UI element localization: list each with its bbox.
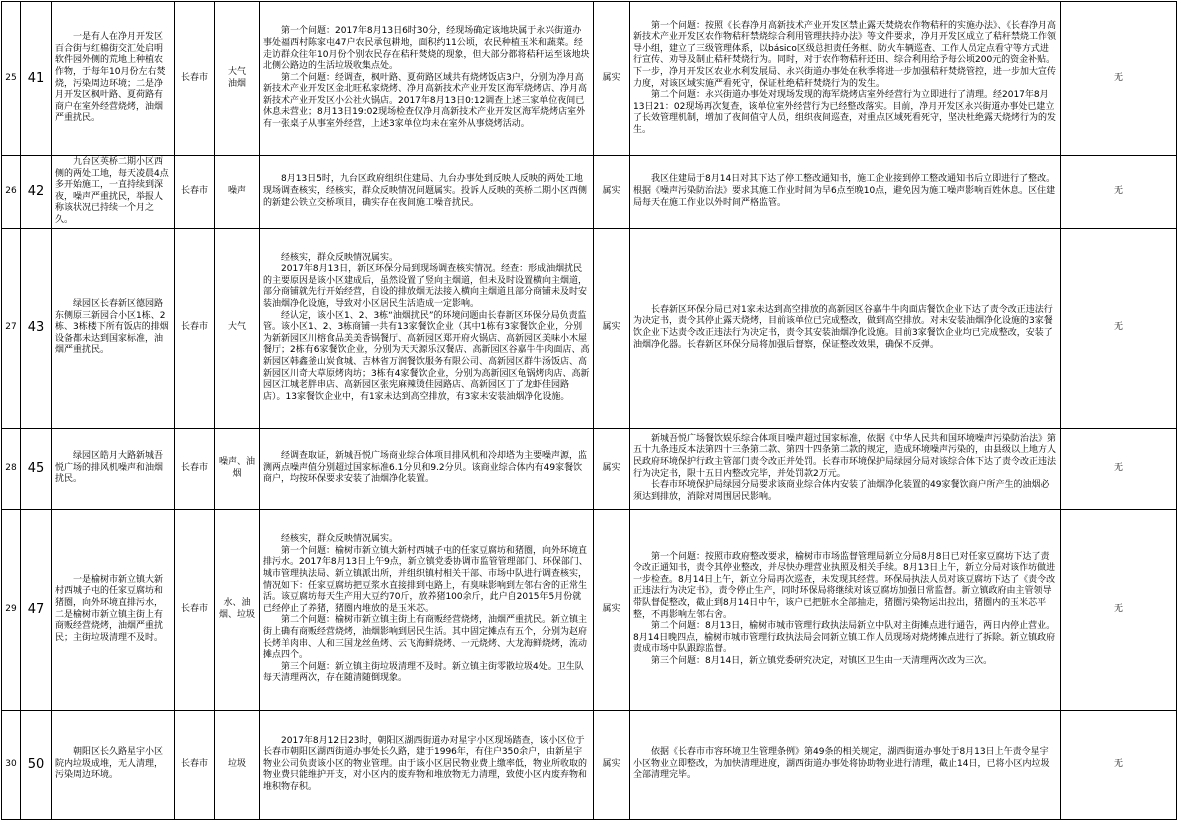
verdict-cell: 属实 (594, 428, 630, 509)
table-row (2, 509, 1177, 710)
handling-paragraph: 长春新区环保分局已对1家未达到高空排放的高新园区谷嘉牛牛肉面店餐饮企业下达了责令改正违法行为决定书，责令其停止露天烧烤，目前该单位已完成整改，做到高空排放。对未安装油烟净化设施的3家餐饮企业下达责令改正违法行为决定书，责令其安装油烟净化设施。目前3家餐饮企业均已完成整改，安装了油烟净化器。长春新区环保分局将加强后督察，保证整改效果，确保不反弹。 (633, 304, 1053, 350)
seq-cell: 27 (2, 228, 21, 428)
table-row (2, 228, 1177, 428)
type-cell: 水、油烟、垃圾 (215, 509, 260, 710)
findings-cell (260, 509, 594, 710)
verdict-cell: 属实 (594, 2, 630, 156)
city-cell: 长春市 (175, 509, 215, 710)
findings-paragraph: 第一个问题：榆树市新立镇大新村西城子屯的任家豆腐坊和猪圈，向外环境直排污水。2017年8月13日上午9点，新立镇党委协调市监管管理部门、环保部门、城市管理执法局、新立镇派出所，并组织镇村相关干部、市场中队进行调查核实，情况如下：任家豆腐坊把豆浆水直接排到屯路上，有臭味影响到左邻右舍的正常生活。该豆腐坊每天生产用大豆约70斤，放养猪100余斤，此户自2015年5月份就已经停止了养猪，猪圈内堆放的是玉米芯。 (263, 545, 588, 614)
id-cell: 47 (21, 509, 52, 710)
handling-paragraph: 第二个问题：8月13日，榆树市城市管理行政执法局新立中队对主街摊点进行通告，两日内停止营业。8月14日晚四点，榆树市城市管理行政执法局会同新立镇工作人员现场对烧烤摊点进行了拆除。新立镇政府责成市场中队跟踪监督。 (633, 621, 1056, 655)
seq-cell: 29 (2, 509, 21, 710)
findings-cell (260, 710, 594, 819)
handling-paragraph: 新城吾悦广场餐饮娱乐综合体项目噪声超过国家标准，依据《中华人民共和国环境噪声污染防治法》第五十九条违反本法第四十三条第二款、第四十四条第二款的规定，造成环境噪声污染的，由县级以上地方人民政府环境保护行政主管部门责令改正并处罚。长春市环境保护局绿园分局对该综合体下达了责令改正违法行为决定书，限十五日内整改完毕，并处罚款2万元。 (633, 433, 1057, 479)
issue-cell: 一是有人在净月开发区百合街与红棉街交汇处启明软件园外侧的荒地上种植农作物，于每年10月份左右焚烧，污染周边环境；二是净月开发区枫叶路、夏荷路有商户在室外经营烧烤，油烟严重扰民。 (52, 2, 175, 156)
id-cell: 43 (21, 228, 52, 428)
handling-paragraph: 第三个问题：8月14日，新立镇党委研究决定，对镇区卫生由一天清理两次改为三次。 (651, 655, 993, 666)
table-body (2, 2, 1177, 820)
handling-cell (630, 428, 1061, 509)
handling-cell (630, 156, 1061, 229)
type-cell: 垃圾 (215, 710, 260, 819)
id-cell: 41 (21, 2, 52, 156)
handling-paragraph: 长春市环境保护局绿园分局要求该商业综合体内安装了油烟净化装置的49家餐饮商户所产生的油烟必须达到排放，消除对周围居民影响。 (633, 480, 1050, 502)
city-cell: 长春市 (175, 428, 215, 509)
seq-cell: 26 (2, 156, 21, 229)
findings-paragraph: 经核实，群众反映情况属实。 (281, 534, 399, 545)
issue-cell: 绿园区长春新区德园路东侧原三新园合小区1栋、2栋、3栋楼下所有饭店的排烟设备都未达到国家标准，油烟严重扰民。 (52, 228, 175, 428)
city-cell: 长春市 (175, 2, 215, 156)
remark-cell: 无 (1061, 156, 1177, 229)
findings-paragraph: 第二个问题：经调查，枫叶路、夏荷路区域共有烧烤饭店3户，分别为净月高新技术产业开发区金北旺私家烧烤、净月高新技术产业开发区海军烧烤店、净月高新技术产业开发区小公社火锅店。2017年8月13日0:12调查上述三家单位夜间已休息未营业；8月13日19:02现场检查仅净月高新技术产业开发区海军烧烤店室外有一张桌子从事室外经营，上述3家单位均未在室外从事烧烤活动。 (263, 72, 588, 130)
remark-cell: 无 (1061, 509, 1177, 710)
findings-cell (260, 228, 594, 428)
findings-paragraph: 经核实，群众反映情况属实。 (281, 252, 399, 263)
table-row (2, 156, 1177, 229)
type-cell: 大气 油烟 (215, 2, 260, 156)
findings-cell (260, 156, 594, 229)
handling-cell (630, 2, 1061, 156)
handling-paragraph: 第二个问题：永兴街道办事处对现场发现的海军烧烤店室外经营行为立即进行了清理。经2017年8月13日21：02现场再次复查，该单位室外经营行为已经整改落实。目前，净月开发区永兴街道办事处已建立了长效管理机制，增加了夜间值守人员，组织夜间巡查，对重点区域死看死守，坚决杜绝露天烧烤行为的发生。 (633, 90, 1057, 135)
type-cell: 噪声 (215, 156, 260, 229)
handling-cell (630, 228, 1061, 428)
handling-paragraph: 我区住建局于8月14日对其下达了停工整改通知书，施工企业接到停工整改通知书后立即进行了整改。根据《噪声污染防治法》要求其施工作业时间为早6点至晚10点，避免因为施工噪声影响百姓休息。区住建局每天在施工作业以外时间严格监管。 (633, 174, 1056, 208)
city-cell: 长春市 (175, 228, 215, 428)
id-cell: 50 (21, 710, 52, 819)
table-row (2, 710, 1177, 819)
findings-cell (260, 2, 594, 156)
findings-paragraph: 2017年8月12日23时，朝阳区湖西街道办对星宇小区现场踏查，该小区位于长春市朝阳区湖西街道办事处长久路，建于1996年，有住户350余户，由新星宇物业公司负责该小区的物业管理。由于该小区居民物业费上缴率低，物业所收取的物业费只能维护开支，对小区内的废弃物和堆放物无力清理，致使小区内废弃物和堆积物存积。 (263, 735, 588, 792)
issue-cell: 九台区英桥二期小区西侧的两处工地，每天凌晨4点多开始施工，一直持续到深夜，噪声严重扰民，举报人称该状况已持续一个月之久。 (52, 156, 175, 229)
city-cell: 长春市 (175, 156, 215, 229)
handling-paragraph: 依据《长春市市容环境卫生管理条例》第49条的相关规定，湖西街道办事处于8月13日上午责令星宇小区物业立即整改，为加快清理进度，湖西街道办事处将协助物业进行清理，截止14日，已将小区内垃圾全部清理完毕。 (633, 747, 1050, 781)
verdict-cell: 属实 (594, 156, 630, 229)
type-cell: 噪声、油烟 (215, 428, 260, 509)
handling-paragraph: 第一个问题：按照市政府整改要求，榆树市市场监督管理局新立分局8月8日已对任家豆腐坊下达了责令改正通知书，责令其停业整改，并尽快办理营业执照及相关手续。8月13日上午，新立分局对该作坊做进一步检查。8月14日上午，新立分局再次巡查，未发现其经营。环保局执法人员对该豆腐坊下达了《责令改正违法行为决定书》，责令停止生产，同时环保局将继续对该豆腐坊加强日常监督。新立镇政府由主管领导带队督促整改，截止到8月14日中午，该户已把脏水全部抽走，猪圈污染物运出拉出，猪圈内的玉米芯平整，不再影响左邻右舍。 (633, 551, 1056, 620)
findings-paragraph: 第二个问题：榆树市新立镇主街上有商贩经营烧烤，油烟严重扰民。新立镇主街上确有商贩经营烧烤，油烟影响到居民生活。其中固定摊点有五个，分别为赵府长烤羊肉串、人和三国龙丝鱼烤、云飞海鲜烧烤、一元烧烤、大龙海鲜烧烤，流动摊点四个。 (263, 615, 588, 661)
petition-table (1, 1, 1177, 820)
remark-cell: 无 (1061, 228, 1177, 428)
verdict-cell: 属实 (594, 509, 630, 710)
verdict-cell: 属实 (594, 228, 630, 428)
findings-cell (260, 428, 594, 509)
id-cell: 45 (21, 428, 52, 509)
findings-paragraph: 经调查取证，新城吾悦广场商业综合体项目排风机和冷却塔为主要噪声源，监测两点噪声值分别超过国家标准6.1分贝和9.2分贝。该商业综合体内有49家餐饮商户，均按环保要求安装了油烟净化装置。 (263, 451, 588, 485)
issue-cell: 朝阳区长久路星宇小区院内垃圾成堆，无人清理，污染周边环境。 (52, 710, 175, 819)
city-cell: 长春市 (175, 710, 215, 819)
verdict-cell: 属实 (594, 710, 630, 819)
findings-paragraph: 8月13日5时，九台区政府组织住建局、九台办事处到反映人反映的两处工地现场调查核实，经核实，群众反映情况问题属实。投诉人反映的英桥二期小区西侧的新建公铁立交桥项目，确实存在夜间施工噪音扰民。 (263, 174, 588, 208)
findings-paragraph: 第一个问题：2017年8月13日6时30分，经现场确定该地块属于永兴街道办事处福西村陈家屯47户农民承包耕地，面积约11公顷，农民种植玉米和蔬菜。经走访群众往年10月份个别农民存在秸秆焚烧的现象，但大部分都将秸秆运至该地块北侧公路边的生活垃圾收集点处。 (263, 26, 590, 72)
handling-cell (630, 509, 1061, 710)
table-row (2, 428, 1177, 509)
findings-paragraph: 经认定，该小区1、2、3栋“油烟扰民”的环境问题由长春新区环保分局负责监管。该小区1、2、3栋商铺一共有13家餐饮企业（其中1栋有3家餐饮企业，分别为新新园区川榕食品美美香锅餐厅、高新园区郑开府火锅店、高新园区美味小木屋餐厅；2栋有6家餐饮企业，分别为天天源乐汉餐店、高新园区谷嘉牛牛肉面店、高新园区韩鑫釜山炭食城、吉林省万润餐饮服务有限公司、高新园区群牛汤饭店、高新园区川奇大草原烤肉坊；3栋有4家餐饮企业，分别为高新园区龟锅烤肉店、高新园区江城老胖串店、高新园区张宪麻辣烫佳园路店、高新园区丁了龙虾佳园路店）。13家餐饮企业中，有1家未达到高空排放，有3家未安装油烟净化设施。 (263, 310, 590, 402)
seq-cell: 25 (2, 2, 21, 156)
seq-cell: 28 (2, 428, 21, 509)
table-row (2, 2, 1177, 156)
findings-paragraph: 第三个问题：新立镇主街垃圾清理不及时。新立镇主街零散垃圾4处。卫生队每天清理两次，存在随清随倒现象。 (263, 661, 584, 684)
issue-cell: 一是榆树市新立镇大新村西城子屯的任家豆腐坊和猪圈，向外环境直排污水，二是榆树市新立镇主街上有商贩经营烧烤，油烟严重扰民；主街垃圾清理不及时。 (52, 509, 175, 710)
remark-cell: 无 (1061, 710, 1177, 819)
findings-paragraph: 2017年8月13日，新区环保分局到现场调查核实情况。经查：形成油烟扰民的主要原因是该小区建成后，虽然设置了竖向主烟道，但未及时设置横向主烟道，部分商铺就先行开始经营，自设的排放烟无法接入横向主烟道且部分商铺未及时安装油烟净化设施，导致对小区居民生活造成一定影响。 (263, 264, 588, 310)
seq-cell: 30 (2, 710, 21, 819)
remark-cell: 无 (1061, 428, 1177, 509)
remark-cell: 无 (1061, 2, 1177, 156)
issue-cell: 绿园区皓月大路新城吾悦广场的排风机噪声和油烟扰民。 (52, 428, 175, 509)
handling-cell (630, 710, 1061, 819)
handling-paragraph: 第一个问题：按照《长春净月高新技术产业开发区禁止露天焚烧农作物秸秆的实施办法》、《长春净月高新技术产业开发区农作物秸秆禁烧综合利用管理扶持办法》等文件要求，净月开发区成立了秸秆禁烧工作领导小组，建立了三级管理体系，以básico区级总担责任务框、防火车辆巡查、工作人员定点看守等方式进行宣传、劝导及制止秸秆焚烧行为。同时，对于农作物秸秆还田、综合利用给予每公顷200元的资金补贴。下一步，净月开发区农业水利发展局、永兴街道办事处在秋季将进一步加强秸秆焚烧管控，进一步加大宣传力度，对该区域实施严看死守，保证杜绝秸秆焚烧行为的发生。 (633, 20, 1057, 89)
type-cell: 大气 (215, 228, 260, 428)
id-cell: 42 (21, 156, 52, 229)
